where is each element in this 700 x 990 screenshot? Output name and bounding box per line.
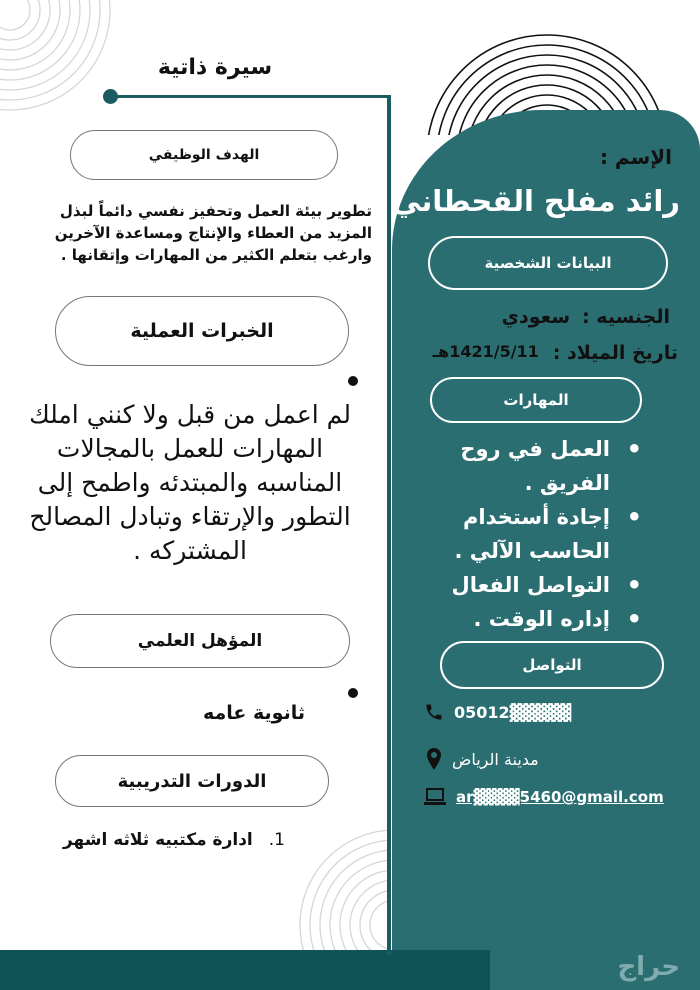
phone-icon — [424, 702, 444, 722]
career-objective-heading: الهدف الوظيفي — [70, 130, 338, 180]
skills-list — [390, 432, 650, 636]
bullet — [348, 376, 358, 386]
skill-item: • التواصل الفعال — [390, 568, 650, 602]
experience-text: لم اعمل من قبل ولا كنني املك المهارات للعمل بالمجالات المناسبه والمبتدئه واطمح إلى التطور والإرتقاء وتبادل المصالح المشتركه . — [29, 400, 351, 565]
courses-heading: الدورات التدريبية — [55, 755, 329, 807]
page-title: سيرة ذاتية — [157, 55, 273, 80]
timeline-dot — [103, 89, 118, 104]
phone-row — [424, 702, 571, 722]
bottom-bar — [0, 950, 490, 990]
phone-number[interactable]: 05012▓▓▓▓▓ — [454, 702, 572, 722]
course-text: ادارة مكتبيه ثلاثه اشهر — [62, 830, 253, 850]
laptop-icon — [424, 788, 446, 806]
skill-item: • إداره الوقت . — [390, 602, 650, 636]
birthdate-value: 1421/5/11هـ — [432, 342, 539, 361]
person-name: رائد مفلح القحطاني — [391, 184, 680, 218]
birthdate-row — [433, 342, 678, 364]
skill-item: • إجادة أستخدام الحاسب الآلي . — [390, 500, 650, 568]
experience-heading: الخبرات العملية — [55, 296, 349, 366]
timeline-horizontal-line — [110, 95, 390, 98]
concentric-circles-decoration — [0, 0, 120, 120]
personal-info-heading: البيانات الشخصية — [428, 236, 668, 290]
contact-heading: التواصل — [440, 641, 664, 689]
birthdate-label: تاريخ الميلاد : — [552, 342, 678, 364]
city-text: مدينة الرياض — [452, 749, 539, 769]
education-text: ثانوية عامه — [203, 702, 305, 724]
concentric-circles-decoration — [280, 815, 390, 955]
location-pin-icon — [426, 748, 442, 770]
skills-heading: المهارات — [430, 377, 642, 423]
email-row — [424, 788, 664, 806]
education-heading: المؤهل العلمي — [50, 614, 350, 668]
name-label: الإسم : — [599, 145, 672, 169]
course-number: 1. — [268, 830, 285, 850]
career-objective-text: تطوير بيئة العمل وتحفيز نفسي دائماً لبذل المزيد من العطاء والإنتاج ومساعدة الآخرين وارغب بتعلم الكثير من المهارات وإتقانها . — [54, 202, 372, 264]
email-link[interactable]: ar▓▓▓▓5460@gmail.com — [456, 788, 664, 806]
course-item — [63, 830, 285, 850]
nationality-row — [502, 306, 670, 328]
nationality-value: سعودي — [501, 306, 571, 328]
nationality-label: الجنسيه : — [582, 306, 670, 328]
watermark: حراج — [617, 952, 680, 982]
city-row — [426, 748, 539, 770]
bullet — [348, 688, 358, 698]
skill-item: • العمل في روح الفريق . — [390, 432, 650, 500]
